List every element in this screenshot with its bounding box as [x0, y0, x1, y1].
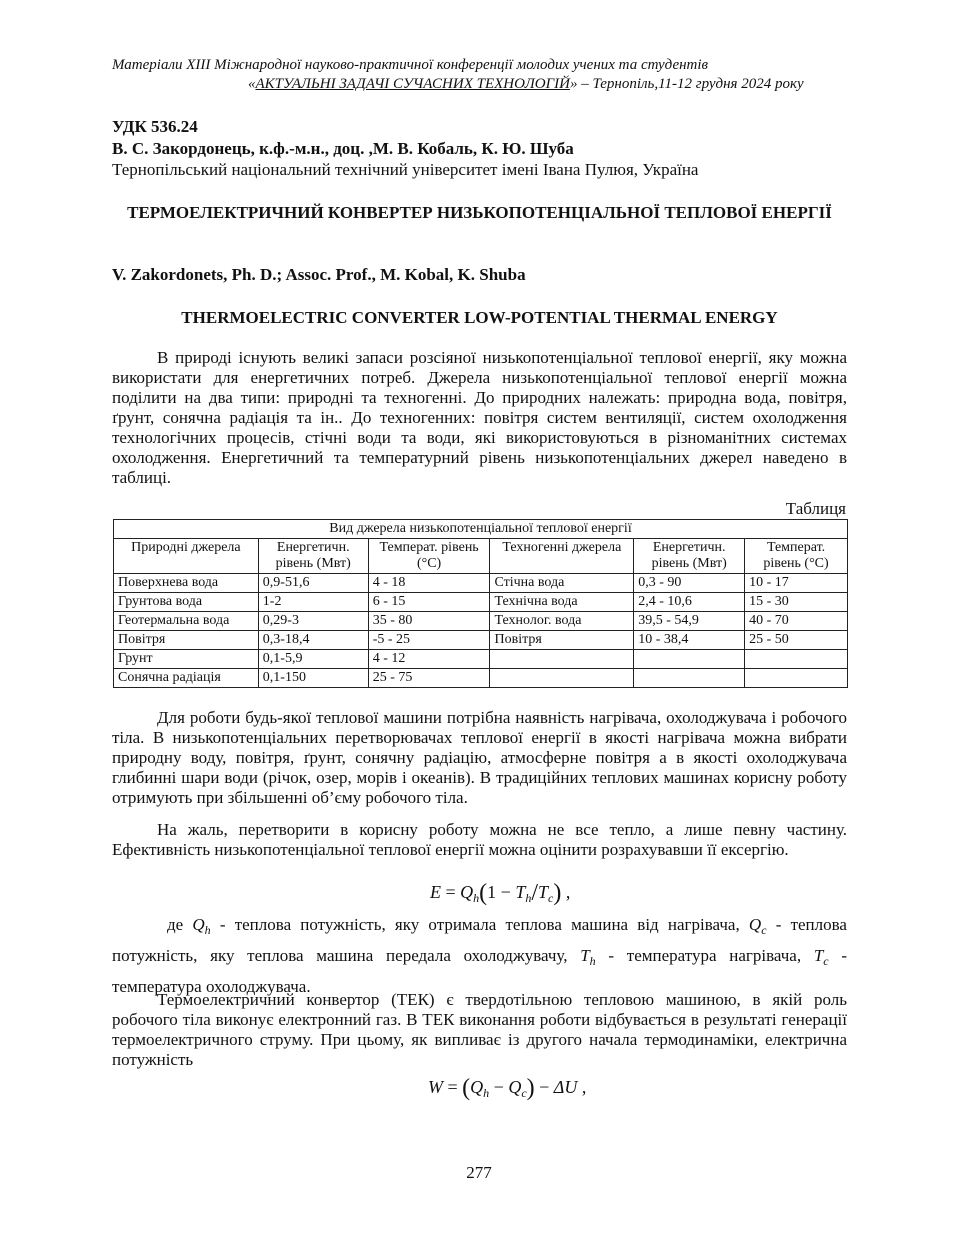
- table-cell: Сонячна радіація: [114, 669, 259, 688]
- table-cell: 25 - 75: [368, 669, 490, 688]
- paragraph-heat-engine: Для роботи будь-якої теплової машини потрібна наявність нагрівача, охолоджувача і робочого тіла. В низькопотенціальних перетворювачах теплової енергії в якості нагрівача можна вибрати природну воду, повітря, ґрунт, сонячну радіацію, атмосферне повітря а в якості охолоджувача глибинні шари води (річок, озер, морів і океанів). В традиційних теплових машинах корисну роботу отримують при збільшенні об’єму робочого тіла.: [112, 708, 847, 807]
- conference-header-subline: [248, 76, 804, 93]
- symbol-qc: [748, 915, 767, 937]
- table-cell: 0,29-3: [258, 612, 368, 631]
- paragraph-exergy: На жаль, перетворити в корисну роботу можна не все тепло, а лише певну частину. Ефективність низькопотенціальної теплової енергії можна оцінити розрахувавши її ексергію.: [112, 820, 847, 859]
- table-cell: 6 - 15: [368, 593, 490, 612]
- table-cell: [490, 669, 634, 688]
- table-row: [114, 593, 848, 612]
- table-cell: Технічна вода: [490, 593, 634, 612]
- formula-punct: ,: [577, 1077, 587, 1097]
- table-cell: [745, 669, 848, 688]
- paper-title-en: THERMOELECTRIC CONVERTER LOW-POTENTIAL THERMAL ENERGY: [181, 308, 778, 327]
- table-cell: 0,3 - 90: [634, 574, 745, 593]
- table-cell: 10 - 17: [745, 574, 848, 593]
- symbol-subscript: h: [204, 923, 211, 937]
- energy-sources-table: [113, 519, 848, 688]
- table-cell: Грунтова вода: [114, 593, 259, 612]
- definition-text: - теплова потужність, яку теплова машина передала охолоджувачу,: [112, 915, 847, 965]
- page-number: 277: [466, 1163, 492, 1182]
- conference-date: » – Тернопіль,11-12 грудня 2024 року: [569, 76, 804, 92]
- formula-symbol: Q: [470, 1077, 484, 1097]
- formula-symbol: ΔU: [553, 1077, 578, 1097]
- formula-definitions: [112, 912, 847, 999]
- formula-subscript: h: [525, 891, 532, 905]
- formula-symbol: T: [538, 882, 549, 902]
- formula-symbol: T: [515, 882, 526, 902]
- table-header-cell: Природні джерела: [114, 539, 259, 574]
- symbol-qh: [192, 915, 211, 937]
- table-cell: 15 - 30: [745, 593, 848, 612]
- symbol-subscript: h: [589, 954, 596, 968]
- table-cell: [634, 669, 745, 688]
- authors-en: V. Zakordonets, Ph. D.; Assoc. Prof., M. Kobal, K. Shuba: [112, 265, 526, 284]
- symbol-base: T: [813, 946, 824, 965]
- table-cell: Повітря: [114, 631, 259, 650]
- table-header-row: [114, 539, 848, 574]
- table-cell: 40 - 70: [745, 612, 848, 631]
- table-cell: 0,9-51,6: [258, 574, 368, 593]
- table-cell: 1-2: [258, 593, 368, 612]
- definition-lead: де: [167, 915, 193, 934]
- table-cell: [634, 650, 745, 669]
- symbol-base: T: [580, 946, 590, 965]
- table-cell: 25 - 50: [745, 631, 848, 650]
- formula-paren: ): [526, 1075, 535, 1101]
- formula-operator: /: [531, 880, 538, 906]
- definition-text: - температура нагрівача,: [595, 946, 814, 965]
- table-header-cell: Техногенні джерела: [490, 539, 634, 574]
- table-title: Вид джерела низькопотенціальної теплової енергії: [114, 520, 848, 539]
- formula-subscript: c: [521, 1086, 527, 1100]
- table-cell: 4 - 18: [368, 574, 490, 593]
- symbol-th: [580, 946, 596, 968]
- formula-operator: −: [489, 1077, 509, 1097]
- formula-symbol: W: [428, 1077, 443, 1097]
- formula-subscript: c: [548, 891, 554, 905]
- formula-operator: −: [534, 1077, 554, 1097]
- formula-subscript: h: [473, 891, 480, 905]
- table-header-cell: Температ. рівень (°С): [368, 539, 490, 574]
- symbol-base: Q: [192, 915, 205, 934]
- formula-paren: (: [462, 1075, 471, 1101]
- table-cell: 0,1-150: [258, 669, 368, 688]
- paragraph-intro: В природі існують великі запаси розсіяної низькопотенціальної теплової енергії, яку можна використати для енергетичних потреб. Джерела низькопотенціальної теплової енергії можна поділити на два типи: природні та техногенні. До природних належать: природна вода, повітря, ґрунт, сонячна радіація та ін.. До техногенних: повітря систем вентиляції, систем охолодження технологічних процесів, стічні води та води, які використовуються в різноманітних системах охолодження. Енергетичний та температурний рівень низькопотенціальних джерел наведено в таблиці.: [112, 348, 847, 487]
- formula-symbol: E: [430, 882, 441, 902]
- formula-punct: ,: [561, 882, 571, 902]
- table-cell: [745, 650, 848, 669]
- conference-title: АКТУАЛЬНІ ЗАДАЧІ СУЧАСНИХ ТЕХНОЛОГІЙ: [255, 76, 570, 92]
- table-cell: 2,4 - 10,6: [634, 593, 745, 612]
- power-formula: [428, 1075, 586, 1102]
- quote-open: «: [248, 76, 256, 92]
- table-caption: Таблиця: [785, 499, 846, 518]
- table-header-cell: Температ. рівень (°С): [745, 539, 848, 574]
- formula-paren: (: [479, 880, 488, 906]
- table-row: [114, 574, 848, 593]
- conference-header: Матеріали XIII Міжнародної науково-практичної конференції молодих учених та студентів: [112, 57, 709, 73]
- paragraph-tec: Термоелектричний конвертор (ТЕК) є твердотільною тепловою машиною, в якій роль робочого тіла виконує електронний газ. В ТЕК виконання роботи відбувається в результаті генерації термоелектричного струму. При цьому, як випливає із другого начала термодинаміки, електрична потужність: [112, 990, 847, 1069]
- table-cell: Технолог. вода: [490, 612, 634, 631]
- formula-symbol: Q: [460, 882, 474, 902]
- table-header-cell: Енергетичн. рівень (Мвт): [634, 539, 745, 574]
- exergy-formula: [430, 880, 570, 907]
- affiliation: Тернопільський національний технічний університет імені Івана Пулюя, Україна: [112, 160, 699, 179]
- table-cell: 4 - 12: [368, 650, 490, 669]
- table-row: [114, 612, 848, 631]
- table-row: [114, 669, 848, 688]
- table-header-cell: Енергетичн. рівень (Мвт): [258, 539, 368, 574]
- table-cell: Поверхнева вода: [114, 574, 259, 593]
- table-cell: Грунт: [114, 650, 259, 669]
- formula-subscript: h: [483, 1086, 490, 1100]
- table-row: [114, 650, 848, 669]
- table-cell: Повітря: [490, 631, 634, 650]
- formula-operator: =: [441, 882, 461, 902]
- table-cell: 0,3-18,4: [258, 631, 368, 650]
- symbol-subscript: c: [761, 923, 767, 937]
- udk-code: УДК 536.24: [112, 117, 198, 136]
- symbol-base: Q: [748, 915, 762, 934]
- table-cell: -5 - 25: [368, 631, 490, 650]
- table-row: [114, 631, 848, 650]
- table-cell: Геотермальна вода: [114, 612, 259, 631]
- formula-number: 1: [487, 882, 497, 902]
- formula-symbol: Q: [508, 1077, 522, 1097]
- definition-text: - температура охолоджувача.: [112, 946, 847, 996]
- table-title-row: [114, 520, 848, 539]
- formula-paren: ): [553, 880, 562, 906]
- symbol-tc: [813, 946, 829, 968]
- table-cell: 39,5 - 54,9: [634, 612, 745, 631]
- paper-title-ua: ТЕРМОЕЛЕКТРИЧНИЙ КОНВЕРТЕР НИЗЬКОПОТЕНЦІАЛЬНОЇ ТЕПЛОВОЇ ЕНЕРГІЇ: [127, 203, 832, 222]
- formula-operator: −: [496, 882, 516, 902]
- definition-text: - теплова потужність, яку отримала теплова машина від нагрівача,: [210, 915, 749, 934]
- table-cell: [490, 650, 634, 669]
- table-cell: 0,1-5,9: [258, 650, 368, 669]
- table-cell: 35 - 80: [368, 612, 490, 631]
- table-cell: Стічна вода: [490, 574, 634, 593]
- symbol-subscript: c: [823, 954, 829, 968]
- formula-operator: =: [443, 1077, 463, 1097]
- table-cell: 10 - 38,4: [634, 631, 745, 650]
- authors-ua: В. С. Закордонець, к.ф.-м.н., доц. ,М. В. Кобаль, К. Ю. Шуба: [112, 139, 574, 158]
